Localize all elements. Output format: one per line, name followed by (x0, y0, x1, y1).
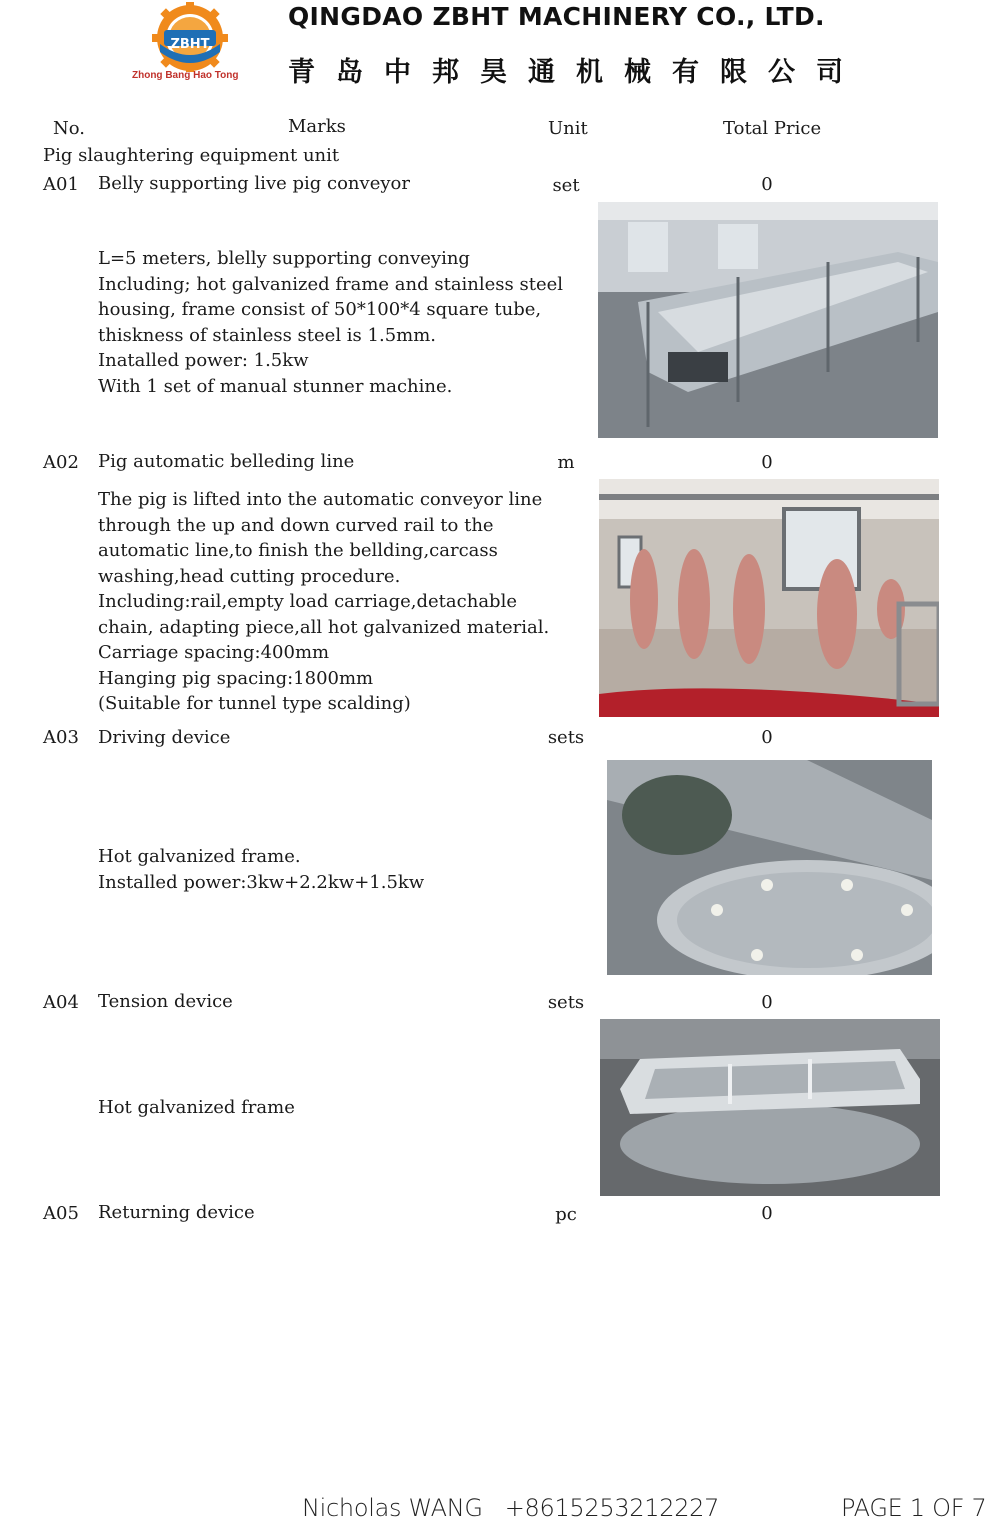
col-total-price: Total Price (723, 118, 822, 139)
item-price: 0 (761, 174, 773, 195)
item-no: A01 (43, 174, 79, 195)
item-no: A02 (43, 452, 79, 473)
company-logo (148, 2, 232, 72)
item-price: 0 (761, 452, 773, 473)
item-name: Returning device (98, 1202, 255, 1223)
item-description: Hot galvanized frame (98, 1097, 295, 1118)
page-number: PAGE 1 OF 7 (841, 1494, 987, 1522)
item-name: Belly supporting live pig conveyor (98, 173, 410, 194)
col-unit: Unit (548, 118, 588, 139)
item-no: A05 (43, 1203, 79, 1224)
bleeding-line-photo (599, 479, 939, 717)
company-name-en: QINGDAO ZBHT MACHINERY CO., LTD. (288, 2, 825, 31)
item-no: A03 (43, 727, 79, 748)
item-no: A04 (43, 992, 79, 1013)
section-title: Pig slaughtering equipment unit (43, 145, 340, 166)
item-description: The pig is lifted into the automatic conveyor line through the up and down curved rail to the automatic line,to finish the bellding,carcass washing,head cutting procedure. Including:rail,empty load carriage,detachable chain, adapting piece,all hot galvanized material. Carriage spacing:400mm Hanging pig spacing:1800mm (Suitable for tunnel type scalding) (98, 489, 550, 714)
item-unit: sets (547, 727, 585, 748)
item-name: Tension device (98, 991, 233, 1012)
item-unit: set (552, 175, 580, 196)
company-name-cn: 青岛中邦昊通机械有限公司 (288, 57, 864, 88)
item-unit: pc (555, 1204, 577, 1225)
item-unit: m (557, 452, 575, 473)
item-name: Driving device (98, 727, 231, 748)
item-unit: sets (547, 992, 585, 1013)
conveyor-photo (598, 202, 938, 438)
item-description: L=5 meters, blelly supporting conveying Including; hot galvanized frame and stainless steel housing, frame consist of 50*100*4 square tube, thiskness of stainless steel is 1.5mm. Inatalled power: 1.5kw With 1 set of manual stunner machine. (98, 248, 564, 397)
logo-subtitle: Zhong Bang Hao Tong (132, 70, 239, 81)
item-price: 0 (761, 992, 773, 1013)
tension-device-photo (600, 1019, 940, 1196)
item-price: 0 (761, 1203, 773, 1224)
item-price: 0 (761, 727, 773, 748)
driving-device-photo (607, 760, 932, 975)
col-marks: Marks (288, 116, 346, 137)
footer-contact: Nicholas WANG +8615253212227 (302, 1494, 720, 1522)
item-description: Hot galvanized frame. Installed power:3kw+2.2kw+1.5kw (98, 846, 425, 893)
logo-text: ZBHT (170, 37, 210, 52)
col-no: No. (53, 118, 85, 139)
item-name: Pig automatic belleding line (98, 451, 355, 472)
